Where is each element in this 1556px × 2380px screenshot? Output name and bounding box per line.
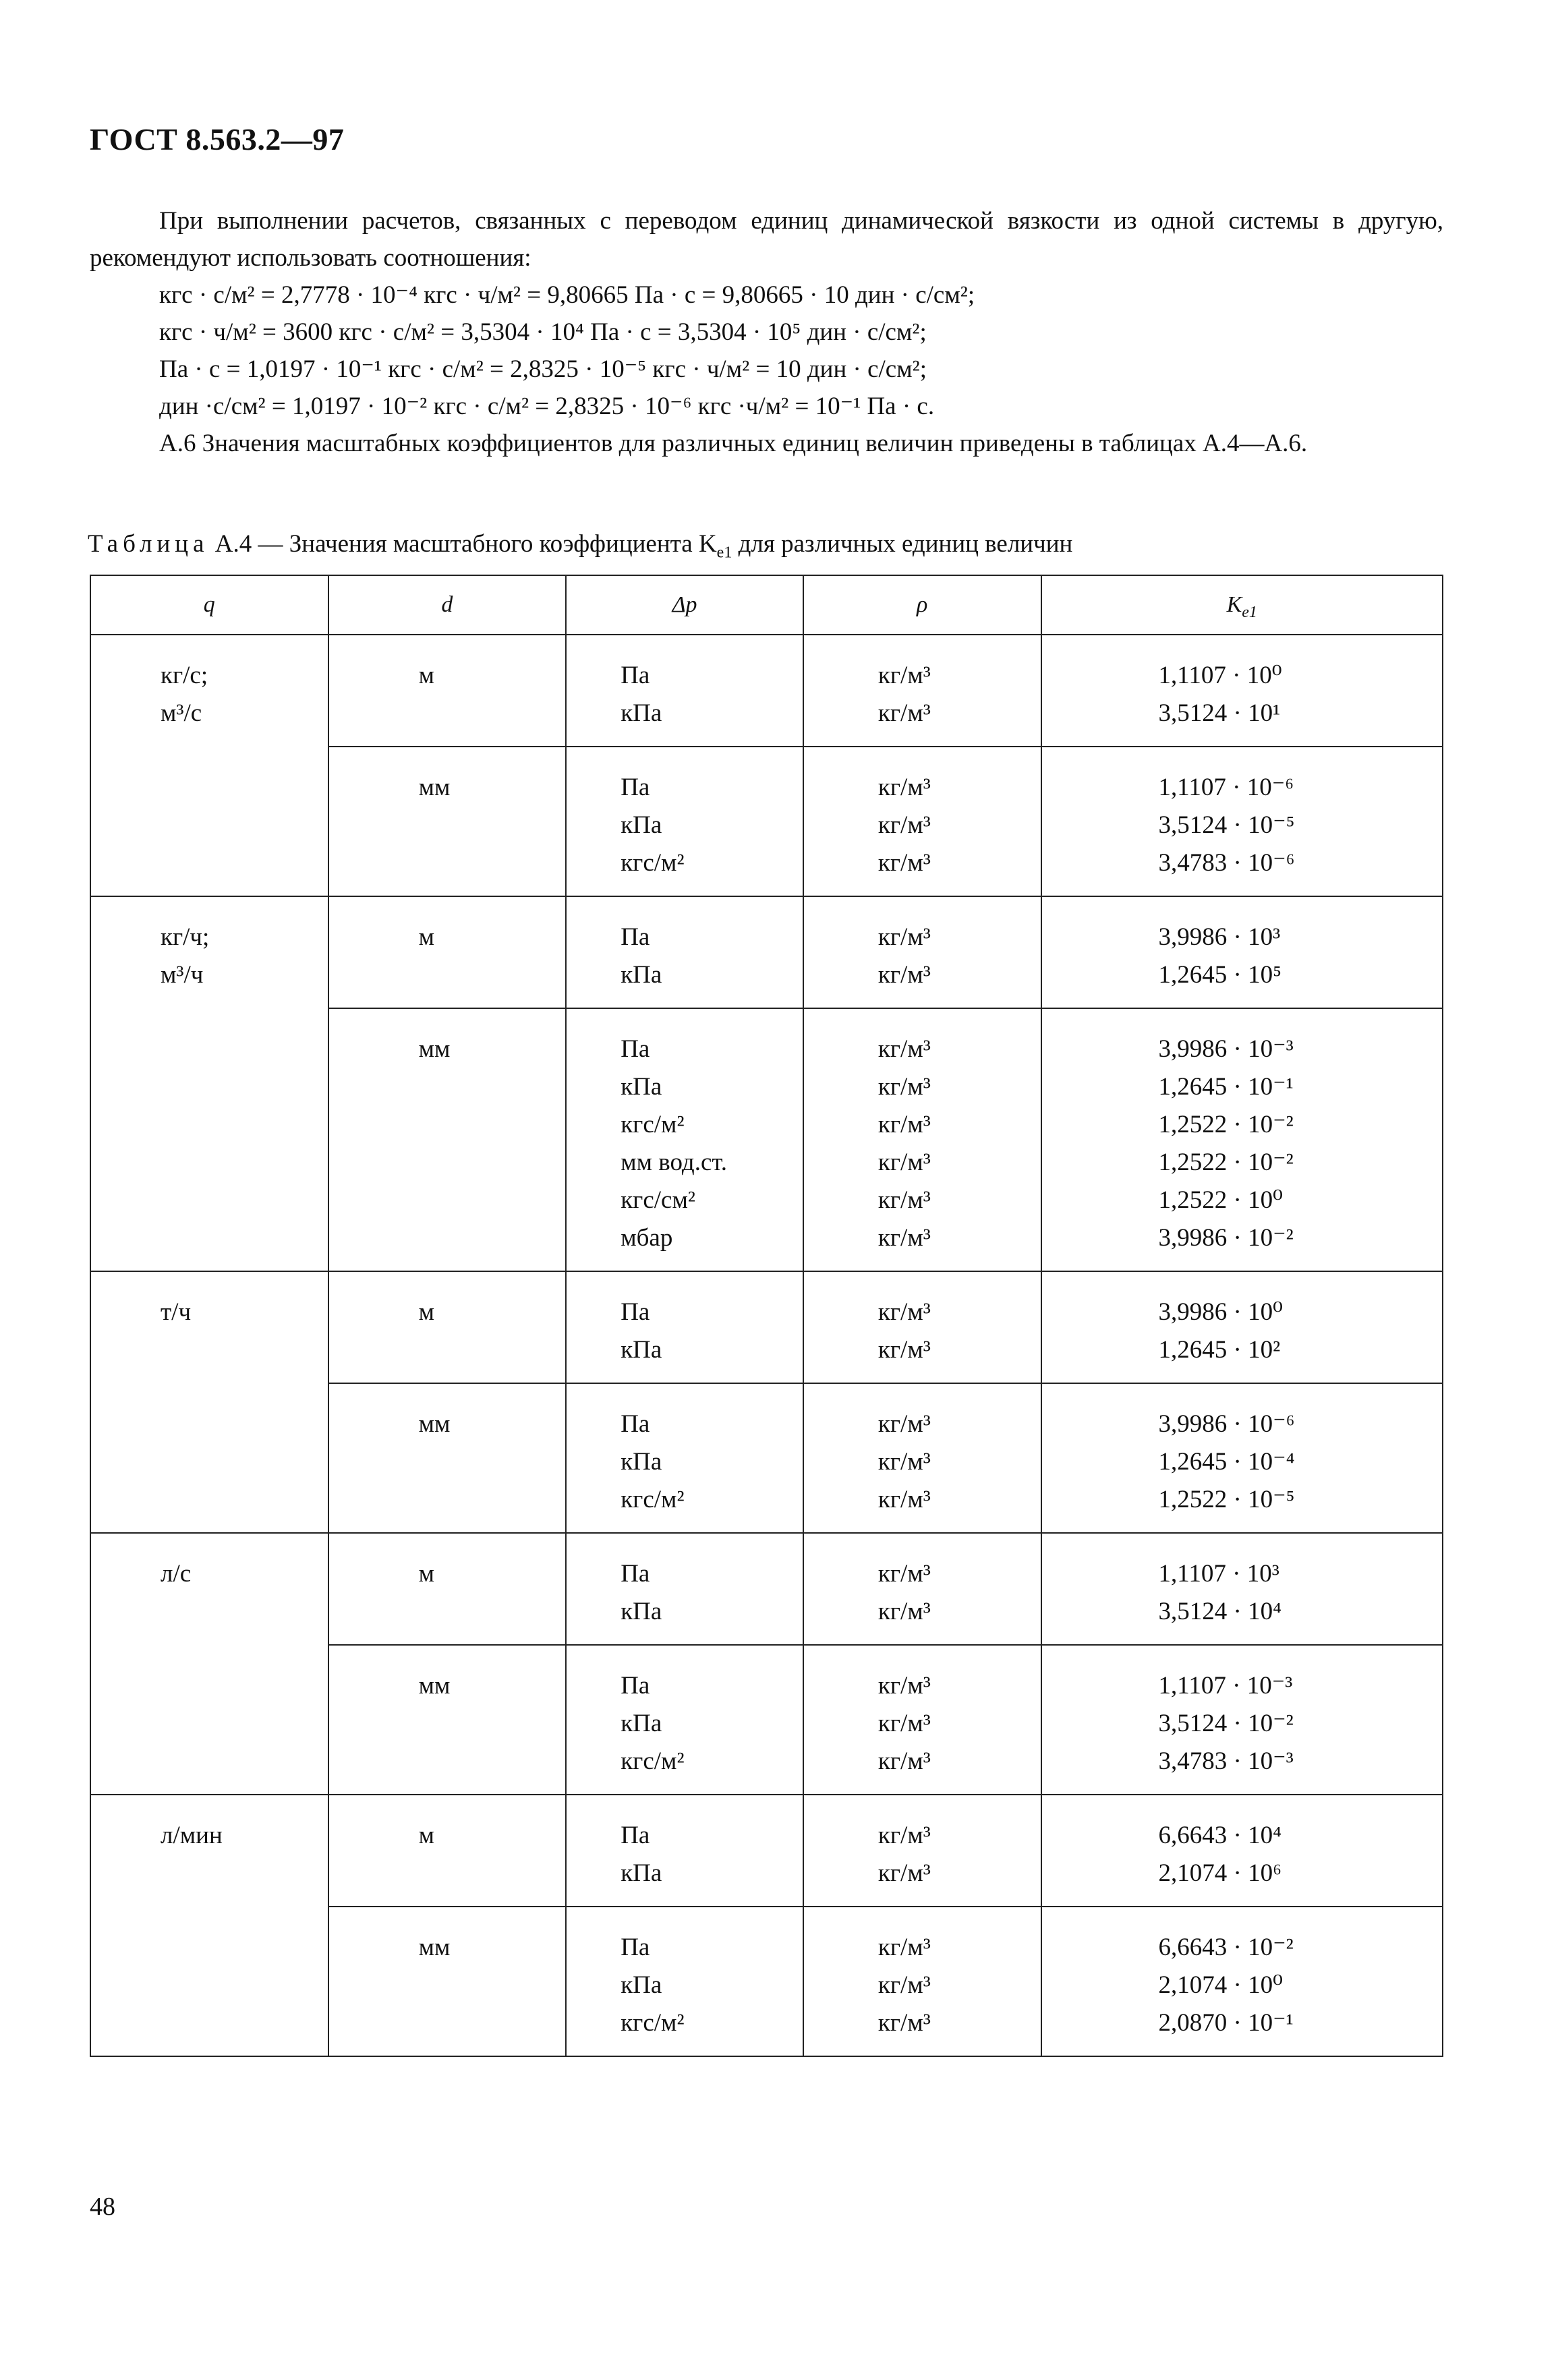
pressure-unit: Па (621, 1035, 650, 1063)
cell-d (328, 1795, 567, 1907)
cell-rho (803, 896, 1041, 1008)
pressure-unit: Па (621, 1822, 650, 1849)
caption-label: Таблица (88, 530, 209, 558)
cell-d (328, 1907, 567, 2056)
table-row (90, 1795, 1443, 1907)
cell-dp (566, 1533, 803, 1645)
pressure-unit: кПа (621, 1073, 662, 1101)
flow-unit: т/ч (161, 1298, 192, 1326)
pressure-unit: Па (621, 923, 650, 951)
pressure-unit: кПа (621, 1448, 662, 1476)
pressure-unit: Па (621, 1410, 650, 1438)
density-unit: кг/м³ (877, 1598, 931, 1625)
diameter-unit: м (418, 1560, 435, 1588)
density-unit: кг/м³ (877, 1224, 931, 1252)
density-unit: кг/м³ (877, 699, 931, 727)
cell-rho (803, 1533, 1041, 1645)
k-value: 1,2522 · 10⁻² (1158, 1149, 1294, 1176)
note-paragraph: А.6 Значения масштабных коэффициентов для различных единиц величин приведены в таблицах А.4—А.6. (159, 430, 1308, 457)
table-header-row (90, 575, 1443, 635)
cell-rho (803, 1008, 1041, 1271)
pressure-unit: Па (621, 1298, 650, 1326)
formula-line: кгс · с/м² = 2,7778 · 10⁻⁴ кгс · ч/м² = 9,80665 Па · с = 9,80665 · 10 дин · с/см²; (159, 281, 975, 309)
pressure-unit: кгс/м² (621, 1486, 685, 1513)
density-unit: кг/м³ (877, 1410, 931, 1438)
table-row (90, 635, 1443, 747)
cell-k (1041, 1645, 1443, 1795)
density-unit: кг/м³ (877, 1186, 931, 1214)
density-unit: кг/м³ (877, 1859, 931, 1887)
density-unit: кг/м³ (877, 1336, 931, 1364)
cell-k (1041, 1271, 1443, 1383)
cell-d (328, 1645, 567, 1795)
flow-unit: м³/ч (161, 961, 204, 989)
density-unit: кг/м³ (877, 1035, 931, 1063)
cell-d (328, 747, 567, 896)
table-row (90, 1271, 1443, 1383)
pressure-unit: кПа (621, 699, 662, 727)
pressure-unit: кгс/м² (621, 2009, 685, 2037)
cell-dp (566, 1645, 803, 1795)
density-unit: кг/м³ (877, 1448, 931, 1476)
table-row (90, 1533, 1443, 1645)
k-value: 2,0870 · 10⁻¹ (1158, 2009, 1294, 2037)
cell-k (1041, 1533, 1443, 1645)
k-value: 1,2522 · 10⁰ (1158, 1186, 1283, 1214)
k-value: 3,5124 · 10⁴ (1158, 1598, 1281, 1625)
k-value: 1,1107 · 10⁰ (1158, 662, 1282, 689)
caption-subscript: e1 (716, 544, 732, 562)
cell-k (1041, 896, 1443, 1008)
flow-unit: л/с (161, 1560, 192, 1588)
pressure-unit: мм вод.ст. (621, 1149, 728, 1176)
k-value: 1,2645 · 10⁵ (1158, 961, 1281, 989)
pressure-unit: мбар (621, 1224, 673, 1252)
pressure-unit: Па (621, 1672, 650, 1700)
scale-factor-table (90, 575, 1443, 2057)
page-number: 48 (90, 2193, 115, 2221)
header-k: $K_{e1}$ (1041, 575, 1443, 635)
k-value: 6,6643 · 10⁻² (1158, 1934, 1294, 1961)
caption-text: — Значения масштабного коэффициента K (252, 530, 717, 558)
density-unit: кг/м³ (877, 662, 931, 689)
diameter-unit: м (418, 1822, 435, 1849)
density-unit: кг/м³ (877, 1934, 931, 1961)
density-unit: кг/м³ (877, 1747, 931, 1775)
density-unit: кг/м³ (877, 1710, 931, 1737)
cell-dp (566, 1907, 803, 2056)
cell-dp (566, 1008, 803, 1271)
cell-d (328, 1383, 567, 1533)
cell-dp (566, 1795, 803, 1907)
density-unit: кг/м³ (877, 1672, 931, 1700)
pressure-unit: кПа (621, 1971, 662, 1999)
k-value: 3,4783 · 10⁻⁶ (1158, 849, 1295, 877)
pressure-unit: кПа (621, 811, 662, 839)
cell-k (1041, 1795, 1443, 1907)
cell-k (1041, 1907, 1443, 2056)
cell-dp (566, 747, 803, 896)
pressure-unit: кПа (621, 1336, 662, 1364)
table-body (90, 635, 1443, 2056)
k-value: 2,1074 · 10⁶ (1158, 1859, 1281, 1887)
cell-q (90, 635, 328, 896)
k-value: 3,5124 · 10¹ (1158, 699, 1281, 727)
pressure-unit: кПа (621, 1598, 662, 1625)
cell-q (90, 1271, 328, 1533)
k-value: 2,1074 · 10⁰ (1158, 1971, 1283, 1999)
formula-line: Па · с = 1,0197 · 10⁻¹ кгс · с/м² = 2,8325 · 10⁻⁵ кгс · ч/м² = 10 дин · с/см²; (159, 355, 927, 383)
pressure-unit: кгс/м² (621, 1111, 685, 1138)
cell-q (90, 1533, 328, 1795)
cell-k (1041, 1008, 1443, 1271)
intro-block (90, 202, 1443, 462)
density-unit: кг/м³ (877, 961, 931, 989)
cell-dp (566, 1383, 803, 1533)
cell-dp (566, 896, 803, 1008)
cell-q (90, 1795, 328, 2056)
cell-dp (566, 635, 803, 747)
header-rho: ρ (803, 575, 1041, 635)
diameter-unit: м (418, 662, 435, 689)
pressure-unit: кгс/см² (621, 1186, 695, 1214)
k-value: 3,9986 · 10³ (1158, 923, 1281, 951)
k-value: 1,2522 · 10⁻⁵ (1158, 1486, 1295, 1513)
cell-d (328, 896, 567, 1008)
cell-rho (803, 1645, 1041, 1795)
density-unit: кг/м³ (877, 849, 931, 877)
cell-d (328, 635, 567, 747)
cell-d (328, 1008, 567, 1271)
cell-rho (803, 1907, 1041, 2056)
density-unit: кг/м³ (877, 2009, 931, 2037)
diameter-unit: мм (418, 774, 451, 801)
header-d: d (328, 575, 567, 635)
density-unit: кг/м³ (877, 1149, 931, 1176)
formula-line: кгс · ч/м² = 3600 кгс · с/м² = 3,5304 · 10⁴ Па · с = 3,5304 · 10⁵ дин · с/см²; (159, 318, 927, 346)
pressure-unit: кПа (621, 1859, 662, 1887)
density-unit: кг/м³ (877, 1822, 931, 1849)
diameter-unit: мм (418, 1035, 451, 1063)
density-unit: кг/м³ (877, 1971, 931, 1999)
k-value: 3,5124 · 10⁻² (1158, 1710, 1294, 1737)
k-value: 3,9986 · 10⁻³ (1158, 1035, 1294, 1063)
density-unit: кг/м³ (877, 1073, 931, 1101)
cell-k (1041, 1383, 1443, 1533)
cell-rho (803, 1271, 1041, 1383)
pressure-unit: Па (621, 662, 650, 689)
cell-d (328, 1533, 567, 1645)
pressure-unit: Па (621, 1934, 650, 1961)
cell-rho (803, 635, 1041, 747)
pressure-unit: Па (621, 774, 650, 801)
k-value: 3,5124 · 10⁻⁵ (1158, 811, 1295, 839)
cell-q (90, 896, 328, 1271)
flow-unit: л/мин (161, 1822, 223, 1849)
k-value: 1,1107 · 10⁻³ (1158, 1672, 1293, 1700)
header-q: q (90, 575, 328, 635)
k-value: 1,1107 · 10³ (1158, 1560, 1279, 1588)
density-unit: кг/м³ (877, 774, 931, 801)
pressure-unit: кПа (621, 1710, 662, 1737)
cell-dp (566, 1271, 803, 1383)
pressure-unit: кгс/м² (621, 849, 685, 877)
k-value: 3,4783 · 10⁻³ (1158, 1747, 1294, 1775)
density-unit: кг/м³ (877, 1486, 931, 1513)
diameter-unit: мм (418, 1934, 451, 1961)
header-dp: Δp (566, 575, 803, 635)
caption-tail: для различных единиц величин (732, 530, 1073, 558)
table-caption (88, 529, 1073, 562)
formula-line: дин ·с/см² = 1,0197 · 10⁻² кгс · с/м² = 2,8325 · 10⁻⁶ кгс ·ч/м² = 10⁻¹ Па · с. (159, 393, 935, 420)
pressure-unit: кПа (621, 961, 662, 989)
density-unit: кг/м³ (877, 1111, 931, 1138)
k-value: 1,2522 · 10⁻² (1158, 1111, 1294, 1138)
k-value: 1,1107 · 10⁻⁶ (1158, 774, 1294, 801)
flow-unit: м³/с (161, 699, 202, 727)
diameter-unit: мм (418, 1672, 451, 1700)
table-row (90, 896, 1443, 1008)
cell-rho (803, 1795, 1041, 1907)
flow-unit: кг/ч; (161, 923, 210, 951)
flow-unit: кг/с; (161, 662, 208, 689)
cell-d (328, 1271, 567, 1383)
density-unit: кг/м³ (877, 1298, 931, 1326)
k-value: 6,6643 · 10⁴ (1158, 1822, 1281, 1849)
k-value: 3,9986 · 10⁻² (1158, 1224, 1294, 1252)
diameter-unit: мм (418, 1410, 451, 1438)
cell-rho (803, 1383, 1041, 1533)
k-value: 3,9986 · 10⁰ (1158, 1298, 1283, 1326)
diameter-unit: м (418, 1298, 435, 1326)
pressure-unit: кгс/м² (621, 1747, 685, 1775)
standard-code: ГОСТ 8.563.2—97 (90, 122, 345, 156)
diameter-unit: м (418, 923, 435, 951)
pressure-unit: Па (621, 1560, 650, 1588)
cell-k (1041, 747, 1443, 896)
k-value: 1,2645 · 10⁻¹ (1158, 1073, 1294, 1101)
cell-k (1041, 635, 1443, 747)
k-value: 1,2645 · 10⁻⁴ (1158, 1448, 1295, 1476)
intro-paragraph: При выполнении расчетов, связанных с переводом единиц динамической вязкости из одной системы в другую, рекомендуют использовать соотношения: (90, 207, 1443, 272)
density-unit: кг/м³ (877, 1560, 931, 1588)
caption-number: А.4 (214, 530, 252, 558)
k-value: 3,9986 · 10⁻⁶ (1158, 1410, 1295, 1438)
k-value: 1,2645 · 10² (1158, 1336, 1281, 1364)
density-unit: кг/м³ (877, 811, 931, 839)
cell-rho (803, 747, 1041, 896)
density-unit: кг/м³ (877, 923, 931, 951)
